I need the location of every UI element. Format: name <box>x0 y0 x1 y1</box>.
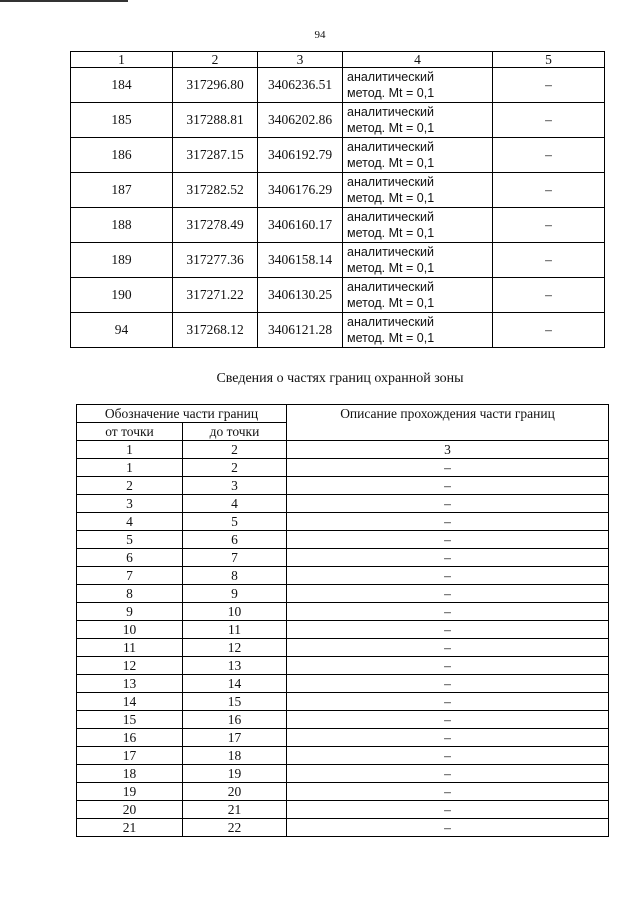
from-point: 13 <box>77 675 183 693</box>
to-point: 8 <box>183 567 287 585</box>
table-row <box>77 459 609 477</box>
col5-value: – <box>493 208 605 243</box>
x-coordinate: 317271.22 <box>173 278 258 313</box>
part-description: – <box>287 729 609 747</box>
part-description: – <box>287 801 609 819</box>
x-coordinate: 317278.49 <box>173 208 258 243</box>
to-point: 2 <box>183 459 287 477</box>
coordinates-table <box>70 51 605 348</box>
method-line-1: аналитический <box>347 175 434 189</box>
from-point: 12 <box>77 657 183 675</box>
col5-value: – <box>493 278 605 313</box>
y-coordinate: 3406176.29 <box>258 173 343 208</box>
from-point: 20 <box>77 801 183 819</box>
from-point: 6 <box>77 549 183 567</box>
table-row <box>71 68 605 103</box>
to-point: 15 <box>183 693 287 711</box>
table-row <box>71 173 605 208</box>
point-number: 187 <box>71 173 173 208</box>
y-coordinate: 3406192.79 <box>258 138 343 173</box>
part-description: – <box>287 513 609 531</box>
table-row <box>77 819 609 837</box>
to-point: 9 <box>183 585 287 603</box>
coords-header-col4: 4 <box>343 52 493 68</box>
table-row <box>77 729 609 747</box>
from-point: 9 <box>77 603 183 621</box>
parts-header-row-1 <box>77 405 609 423</box>
x-coordinate: 317287.15 <box>173 138 258 173</box>
x-coordinate: 317268.12 <box>173 313 258 348</box>
method-line-2: метод. Mt = 0,1 <box>347 121 435 135</box>
part-description: – <box>287 621 609 639</box>
table-row <box>77 495 609 513</box>
y-coordinate: 3406202.86 <box>258 103 343 138</box>
from-point: 3 <box>77 495 183 513</box>
table-row <box>71 278 605 313</box>
col5-value: – <box>493 103 605 138</box>
method-cell <box>343 243 493 278</box>
top-left-rule <box>0 0 128 2</box>
method-line-1: аналитический <box>347 280 434 294</box>
point-number: 188 <box>71 208 173 243</box>
table-row <box>77 513 609 531</box>
to-point: 21 <box>183 801 287 819</box>
method-line-1: аналитический <box>347 70 434 84</box>
part-description: – <box>287 657 609 675</box>
method-line-1: аналитический <box>347 140 434 154</box>
to-point: 5 <box>183 513 287 531</box>
part-description: – <box>287 765 609 783</box>
coords-header-row <box>71 52 605 68</box>
to-point: 3 <box>183 477 287 495</box>
table-row <box>77 783 609 801</box>
method-cell <box>343 103 493 138</box>
part-description: – <box>287 531 609 549</box>
part-description: – <box>287 459 609 477</box>
part-description: – <box>287 549 609 567</box>
part-description: – <box>287 639 609 657</box>
table-row <box>77 567 609 585</box>
from-point: 16 <box>77 729 183 747</box>
to-point: 16 <box>183 711 287 729</box>
part-description: – <box>287 675 609 693</box>
page-number: 94 <box>314 29 326 41</box>
table-row <box>71 103 605 138</box>
parts-header-from: от точки <box>77 423 183 441</box>
coords-header-col3: 3 <box>258 52 343 68</box>
point-number: 94 <box>71 313 173 348</box>
table-row <box>77 801 609 819</box>
from-point: 18 <box>77 765 183 783</box>
coords-header-col1: 1 <box>71 52 173 68</box>
from-point: 1 <box>77 459 183 477</box>
from-point: 2 <box>77 477 183 495</box>
y-coordinate: 3406160.17 <box>258 208 343 243</box>
parts-header-description: Описание прохождения части границ <box>287 405 609 441</box>
part-description: – <box>287 693 609 711</box>
to-point: 12 <box>183 639 287 657</box>
table-row <box>71 243 605 278</box>
to-point: 19 <box>183 765 287 783</box>
method-cell <box>343 138 493 173</box>
method-line-2: метод. Mt = 0,1 <box>347 296 435 310</box>
parts-number-col2: 2 <box>183 441 287 459</box>
from-point: 5 <box>77 531 183 549</box>
table-row <box>77 711 609 729</box>
method-line-2: метод. Mt = 0,1 <box>347 156 435 170</box>
part-description: – <box>287 603 609 621</box>
parts-numbering-row <box>77 441 609 459</box>
method-line-1: аналитический <box>347 105 434 119</box>
coords-header-col5: 5 <box>493 52 605 68</box>
table-row <box>77 765 609 783</box>
table-row <box>77 585 609 603</box>
table-row <box>71 313 605 348</box>
table-row <box>77 675 609 693</box>
section-title: Сведения о частях границ охранной зоны <box>216 371 464 386</box>
x-coordinate: 317296.80 <box>173 68 258 103</box>
from-point: 17 <box>77 747 183 765</box>
from-point: 19 <box>77 783 183 801</box>
from-point: 15 <box>77 711 183 729</box>
part-description: – <box>287 477 609 495</box>
table-row <box>71 208 605 243</box>
from-point: 21 <box>77 819 183 837</box>
method-line-1: аналитический <box>347 210 434 224</box>
part-description: – <box>287 747 609 765</box>
col5-value: – <box>493 138 605 173</box>
table-row <box>77 693 609 711</box>
col5-value: – <box>493 68 605 103</box>
point-number: 185 <box>71 103 173 138</box>
method-line-1: аналитический <box>347 315 434 329</box>
x-coordinate: 317288.81 <box>173 103 258 138</box>
parts-number-col1: 1 <box>77 441 183 459</box>
method-line-2: метод. Mt = 0,1 <box>347 86 435 100</box>
x-coordinate: 317282.52 <box>173 173 258 208</box>
table-row <box>77 747 609 765</box>
from-point: 8 <box>77 585 183 603</box>
method-cell <box>343 313 493 348</box>
y-coordinate: 3406236.51 <box>258 68 343 103</box>
y-coordinate: 3406130.25 <box>258 278 343 313</box>
part-description: – <box>287 819 609 837</box>
from-point: 7 <box>77 567 183 585</box>
y-coordinate: 3406121.28 <box>258 313 343 348</box>
table-row <box>77 639 609 657</box>
to-point: 10 <box>183 603 287 621</box>
to-point: 17 <box>183 729 287 747</box>
part-description: – <box>287 711 609 729</box>
point-number: 184 <box>71 68 173 103</box>
part-description: – <box>287 495 609 513</box>
table-row <box>77 531 609 549</box>
to-point: 20 <box>183 783 287 801</box>
method-line-2: метод. Mt = 0,1 <box>347 331 435 345</box>
parts-number-col3: 3 <box>287 441 609 459</box>
to-point: 6 <box>183 531 287 549</box>
method-cell <box>343 278 493 313</box>
point-number: 189 <box>71 243 173 278</box>
method-cell <box>343 208 493 243</box>
from-point: 4 <box>77 513 183 531</box>
from-point: 14 <box>77 693 183 711</box>
parts-header-group: Обозначение части границ <box>77 405 287 423</box>
boundary-parts-table <box>76 404 609 837</box>
to-point: 13 <box>183 657 287 675</box>
table-row <box>77 477 609 495</box>
table-row <box>77 657 609 675</box>
col5-value: – <box>493 173 605 208</box>
y-coordinate: 3406158.14 <box>258 243 343 278</box>
coords-header-col2: 2 <box>173 52 258 68</box>
from-point: 10 <box>77 621 183 639</box>
from-point: 11 <box>77 639 183 657</box>
table-row <box>77 603 609 621</box>
part-description: – <box>287 567 609 585</box>
col5-value: – <box>493 243 605 278</box>
point-number: 186 <box>71 138 173 173</box>
to-point: 4 <box>183 495 287 513</box>
col5-value: – <box>493 313 605 348</box>
table-row <box>77 549 609 567</box>
method-line-2: метод. Mt = 0,1 <box>347 226 435 240</box>
part-description: – <box>287 585 609 603</box>
method-line-1: аналитический <box>347 245 434 259</box>
to-point: 11 <box>183 621 287 639</box>
method-line-2: метод. Mt = 0,1 <box>347 191 435 205</box>
to-point: 22 <box>183 819 287 837</box>
method-cell <box>343 173 493 208</box>
part-description: – <box>287 783 609 801</box>
table-row <box>71 138 605 173</box>
to-point: 18 <box>183 747 287 765</box>
table-row <box>77 621 609 639</box>
to-point: 7 <box>183 549 287 567</box>
method-cell <box>343 68 493 103</box>
point-number: 190 <box>71 278 173 313</box>
method-line-2: метод. Mt = 0,1 <box>347 261 435 275</box>
x-coordinate: 317277.36 <box>173 243 258 278</box>
to-point: 14 <box>183 675 287 693</box>
parts-header-to: до точки <box>183 423 287 441</box>
